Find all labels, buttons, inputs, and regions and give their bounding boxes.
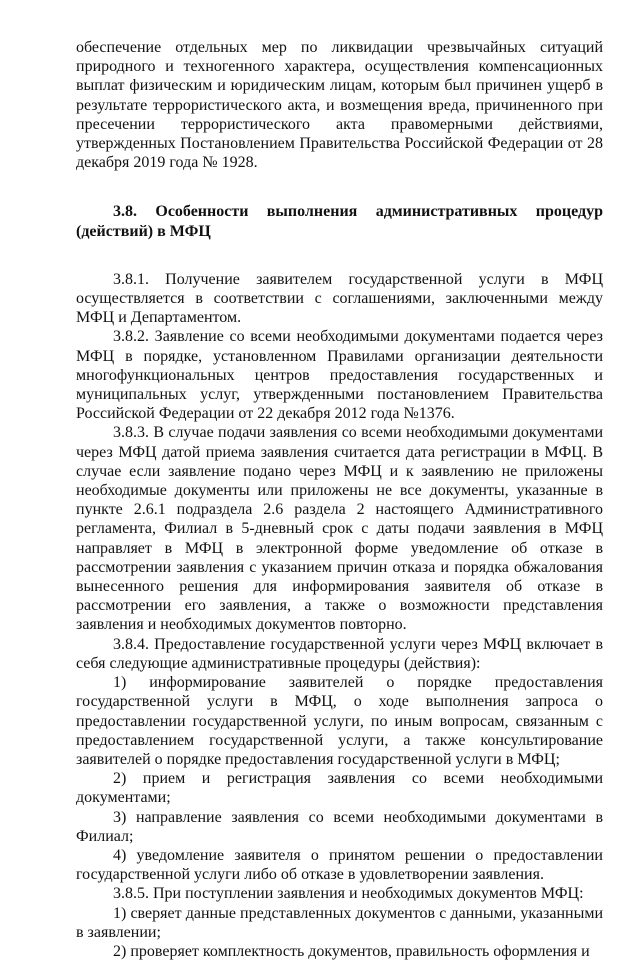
list-item-3-8-4-2: 2) прием и регистрация заявления со всеми необходимыми документами; <box>76 770 603 807</box>
list-item-3-8-5-1: 1) сверяет данные представленных документов с данными, указанными в заявлении; <box>76 904 603 941</box>
list-item-3-8-5-2: 2) проверяет комплектность документов, правильность оформления и <box>113 942 590 960</box>
document-page <box>76 38 603 961</box>
paragraph-3-8-1: 3.8.1. Получение заявителем государственной услуги в МФЦ осуществляется в соответствии с соглашениями, заключенными между МФЦ и Департаментом. <box>76 270 603 327</box>
list-item-3-8-4-4: 4) уведомление заявителя о принятом решении о предоставлении государственной услуги либо об отказе в удовлетворении заявления. <box>76 846 603 884</box>
paragraph-3-8-2: 3.8.2. Заявление со всеми необходимыми документами подается через МФЦ в порядке, установленном Правилами организации деятельности многофункциональных центров предоставления государственных и муниципальных услуг, утвержденными постановлением Правительства Российской Федерации от 22 декабря 2012 года №1376. <box>76 328 603 423</box>
section-heading: 3.8. Особенности выполнения административных процедур (действий) в МФЦ <box>76 203 603 240</box>
list-item-3-8-4-3: 3) направление заявления со всеми необходимыми документами в Филиал; <box>76 808 603 845</box>
paragraph-3-8-5: 3.8.5. При поступлении заявления и необходимых документов МФЦ: <box>113 885 584 903</box>
paragraph-3-8-4: 3.8.4. Предоставление государственной услуги через МФЦ включает в себя следующие административные процедуры (действия): <box>76 635 603 672</box>
list-item-3-8-4-1: 1) информирование заявителей о порядке предоставления государственной услуги в МФЦ, о ходе выполнения запроса о предоставлении государственной услуги, по иным вопросам, связанным с предоставлением государственной услуги, а также консультирование заявителей о порядке предоставления государственной услуги в МФЦ; <box>76 674 603 768</box>
paragraph-3-8-3: 3.8.3. В случае подачи заявления со всеми необходимыми документами через МФЦ датой приема заявления считается дата регистрации в МФЦ. В случае если заявление подано через МФЦ и к заявлению не приложены необходимые документы или приложены не все документы, указанные в пункте 2.6.1 подраздела 2.6 раздела 2 настоящего Административного регламента, Филиал в 5-дневный срок с даты подачи заявления в МФЦ направляет в МФЦ в электронной форме уведомление об отказе в рассмотрении заявления с указанием причин отказа и порядка обжалования вынесенного решения для информирования заявителя об отказе в рассмотрении его заявления, а также о возможности представления заявления и необходимых документов повторно. <box>76 424 603 634</box>
paragraph-continuation: обеспечение отдельных мер по ликвидации чрезвычайных ситуаций природного и техногенного характера, осуществления компенсационных выплат физическим и юридическим лицам, которым был причинен ущерб в результате террористического акта, и возмещения вреда, причиненного при пресечении террористического акта правомерными действиями, утвержденных Постановлением Правительства Российской Федерации от 28 декабря 2019 года № 1928. <box>76 39 603 172</box>
